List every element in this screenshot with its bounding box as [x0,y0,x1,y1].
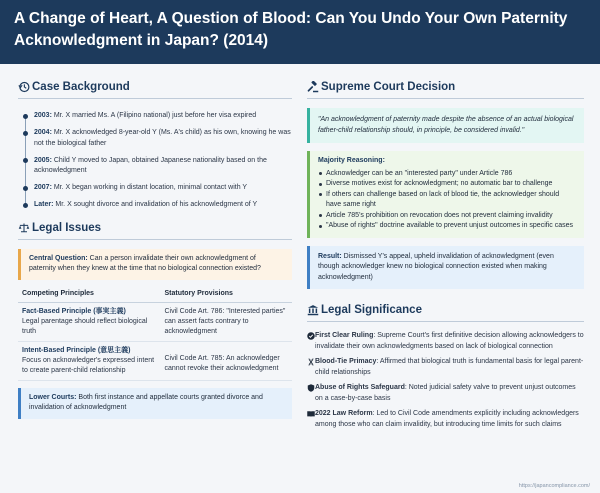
history-icon [18,81,30,93]
timeline-item [34,128,292,149]
list-item: Article 785's prohibition on revocation does not prevent claiming invalidity [318,211,576,222]
timeline-year: Later: [34,201,54,208]
table-row [18,341,292,380]
footer-url: https://japancompliance.com/ [518,483,590,489]
timeline-year: 2005: [34,156,52,164]
check-circle-icon [307,332,315,340]
significance-label: 2022 Law Reform [315,410,373,417]
shield-icon [307,384,315,392]
book-icon [307,410,315,418]
principle-name: Fact-Based Principle (事実主義) [22,307,126,315]
timeline-item [34,156,292,177]
table-row [18,302,292,341]
timeline-text: Mr. X acknowledged 8-year-old Y (Ms. A's child) as his own, knowing he was not the biological father [34,129,291,147]
list-item: Diverse motives exist for acknowledgment; no automatic bar to challenge [318,179,576,190]
timeline-year: 2003: [34,112,52,119]
timeline-item [34,200,292,211]
principle-desc: Legal parentage should reflect biological truth [22,317,148,335]
table-cell: Civil Code Art. 786: "Interested parties" can assert facts contrary to acknowledgment [160,302,292,341]
principles-table [18,286,292,381]
timeline-text: Mr. X sought divorce and invalidation of his acknowledgment of Y [53,201,258,208]
supreme-court-title: Supreme Court Decision [321,81,456,93]
list-item: "Abuse of rights" doctrine available to prevent unjust outcomes in specific cases [318,221,576,232]
table-header-row [18,286,292,303]
list-item: If others can challenge based on lack of blood tie, the acknowledger should have same right [318,190,576,211]
case-background-heading [18,78,292,96]
table-cell [18,341,160,380]
right-column [307,78,584,435]
central-question-callout [18,249,292,280]
significance-label: Blood-Tie Primacy [315,358,377,365]
timeline-year: 2007: [34,184,52,191]
page-title: A Change of Heart, A Question of Blood: Can You Undo Your Own Paternity Acknowledgment in Japan? (2014) [14,10,568,49]
left-column [18,78,292,419]
list-item [307,383,584,404]
list-item [307,357,584,378]
majority-reasoning-label: Majority Reasoning: [318,157,385,164]
case-background-title: Case Background [32,81,130,93]
table-cell: Civil Code Art. 785: An acknowledger cannot revoke their acknowledgment [160,341,292,380]
table-header: Statutory Provisions [160,286,292,303]
divider [18,98,292,99]
result-label: Result: [318,252,342,260]
legal-significance-heading [307,301,584,319]
central-question-text: Can a person invalidate their own acknowledgment of paternity when they knew at the time that no biological connection existed? [29,254,261,272]
timeline-item [34,111,292,122]
table-header: Competing Principles [18,286,160,303]
scale-icon [18,222,30,234]
legal-issues-heading [18,219,292,237]
dna-icon [307,358,315,366]
result-text: Dismissed Y's appeal, upheld invalidation of acknowledgment (even though acknowledger knew no biological connection existed when making acknowledgment) [318,252,554,281]
lower-courts-label: Lower Courts: [29,393,77,401]
table-cell [18,302,160,341]
lower-courts-callout [18,388,292,419]
reasoning-list [318,169,576,232]
lower-courts-text: Both first instance and appellate courts granted divorce and invalidation of acknowledgment [29,393,263,411]
timeline-text: Child Y moved to Japan, obtained Japanese nationality based on the acknowledgment [34,156,267,174]
timeline-year: 2004: [34,129,52,136]
list-item [307,331,584,352]
divider [307,321,584,322]
supreme-court-heading [307,78,584,96]
holding-quote: "An acknowledgment of paternity made despite the absence of an actual biological father-child relationship should, in principle, be considered invalid." [307,108,584,143]
timeline-item [34,183,292,194]
legal-issues-title: Legal Issues [32,221,102,234]
divider [18,239,292,240]
list-item: Acknowledger can be an "interested party" under Article 786 [318,169,576,180]
significance-list [307,331,584,430]
list-item [307,409,584,430]
timeline [18,111,292,211]
timeline-text: Mr. X began working in distant location, minimal contact with Y [51,184,248,191]
central-question-label: Central Question: [29,254,88,262]
gavel-icon [307,81,319,93]
significance-label: Abuse of Rights Safeguard [315,384,405,391]
divider [307,98,584,99]
significance-label: First Clear Ruling [315,332,374,339]
significance-text: : Affirmed that biological truth is fundamental basis for legal parent-child relationships [315,358,584,376]
courthouse-icon [307,304,319,316]
majority-reasoning-box [307,151,584,238]
legal-significance-title: Legal Significance [321,304,422,316]
significance-text: : Led to Civil Code amendments explicitly including acknowledgers among those who can claim invalidity, but introducing time limits for such claims [315,410,579,428]
principle-desc: Focus on acknowledger's expressed intent to create parent-child relationship [22,356,155,374]
timeline-text: Mr. X married Ms. A (Filipino national) just before her visa expired [51,112,257,119]
significance-text: : Noted judicial safety valve to prevent unjust outcomes on a case-by-case basis [315,384,576,402]
page-header [0,0,600,64]
significance-text: : Supreme Court's first definitive decision allowing acknowledgers to invalidate their own acknowledgments based on lack of biological connection [315,332,584,350]
result-callout [307,246,584,290]
principle-name: Intent-Based Principle (意思主義) [22,346,131,354]
